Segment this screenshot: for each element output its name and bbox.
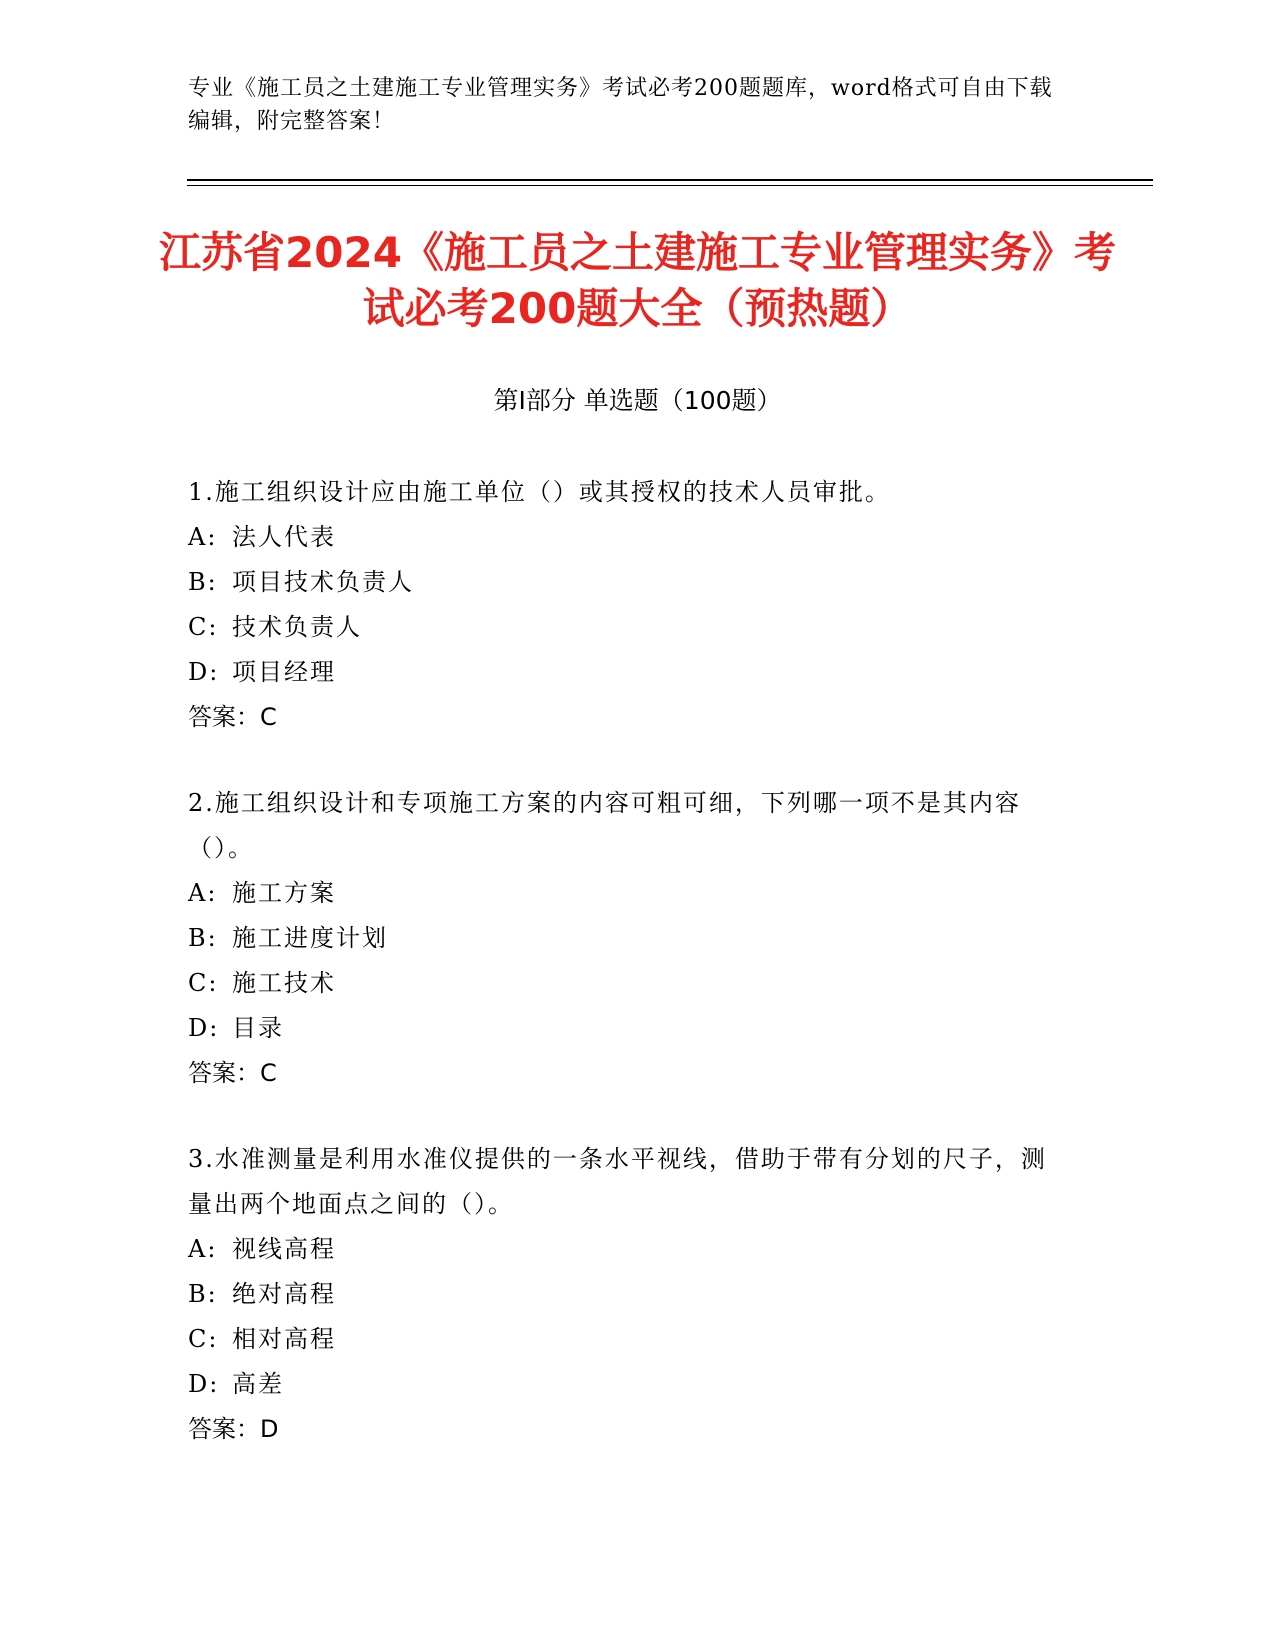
option-text: 施工方案 <box>232 879 336 907</box>
header-divider-thin <box>187 185 1153 186</box>
question-item <box>188 1137 1068 1452</box>
document-title: 江苏省2024《施工员之土建施工专业管理实务》考试必考200题大全（预热题） <box>159 228 1116 333</box>
option-text: 绝对高程 <box>232 1280 336 1308</box>
option-text: 法人代表 <box>232 523 336 551</box>
question-stem: 1.施工组织设计应由施工单位（）或其授权的技术人员审批。 <box>188 478 891 506</box>
option-letter: D: <box>188 1014 220 1042</box>
question-option <box>188 916 1068 961</box>
header-divider-thick <box>187 179 1153 181</box>
option-text: 项目技术负责人 <box>232 568 414 596</box>
question-option <box>188 560 1068 605</box>
option-letter: A: <box>188 879 218 907</box>
question-answer: 答案：D <box>188 1415 279 1443</box>
question-option <box>188 1362 1068 1407</box>
question-option <box>188 1317 1068 1362</box>
option-letter: C: <box>188 969 219 997</box>
question-option <box>188 1272 1068 1317</box>
question-option <box>188 515 1068 560</box>
question-list <box>188 470 1068 1493</box>
option-text: 施工进度计划 <box>232 924 388 952</box>
question-answer: 答案：C <box>188 703 277 731</box>
section-heading: 第Ⅰ部分 单选题（100题） <box>493 386 782 415</box>
option-text: 视线高程 <box>232 1235 336 1263</box>
option-letter: B: <box>188 924 218 952</box>
option-letter: B: <box>188 1280 218 1308</box>
option-letter: A: <box>188 1235 218 1263</box>
question-item <box>188 470 1068 740</box>
option-letter: D: <box>188 1370 220 1398</box>
question-option <box>188 1227 1068 1272</box>
option-letter: C: <box>188 613 219 641</box>
option-text: 技术负责人 <box>232 613 362 641</box>
option-text: 项目经理 <box>232 658 336 686</box>
option-letter: D: <box>188 658 220 686</box>
option-text: 目录 <box>232 1014 284 1042</box>
question-option <box>188 961 1068 1006</box>
question-option <box>188 650 1068 695</box>
question-item <box>188 781 1068 1096</box>
question-option <box>188 1006 1068 1051</box>
header-note: 专业《施工员之土建施工专业管理实务》考试必考200题题库，word格式可自由下载编辑，附完整答案！ <box>188 76 1053 134</box>
option-letter: B: <box>188 568 218 596</box>
option-text: 施工技术 <box>232 969 336 997</box>
question-stem: 2.施工组织设计和专项施工方案的内容可粗可细，下列哪一项不是其内容（）。 <box>188 789 1021 862</box>
question-answer: 答案：C <box>188 1059 277 1087</box>
question-option <box>188 605 1068 650</box>
option-letter: A: <box>188 523 218 551</box>
option-text: 高差 <box>232 1370 284 1398</box>
question-stem: 3.水准测量是利用水准仪提供的一条水平视线，借助于带有分划的尺子，测量出两个地面点之间的（）。 <box>188 1145 1047 1218</box>
option-letter: C: <box>188 1325 219 1353</box>
option-text: 相对高程 <box>232 1325 336 1353</box>
question-option <box>188 871 1068 916</box>
